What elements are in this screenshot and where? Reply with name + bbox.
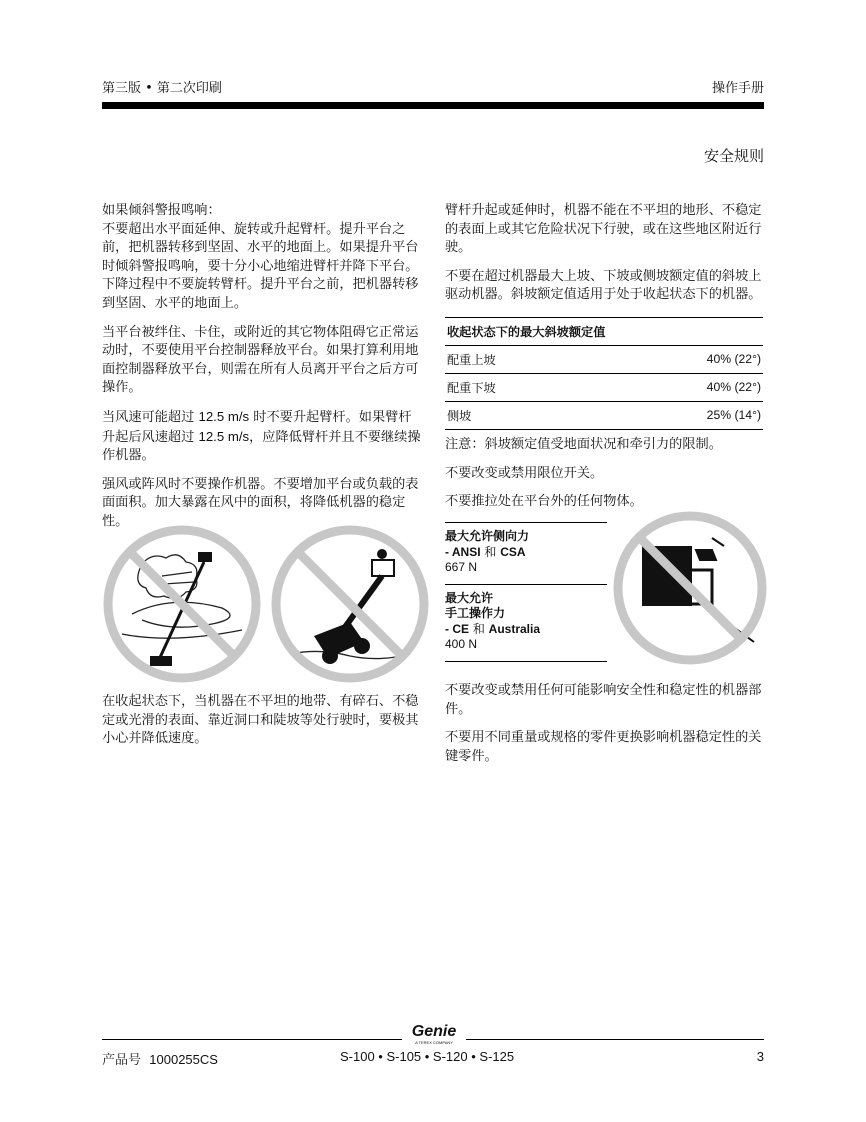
slope-note: 注意：斜坡额定值受地面状况和牵引力的限制。 [445, 436, 722, 452]
tilt-alarm-paragraph [102, 202, 422, 314]
prohibition-slash [130, 552, 234, 656]
wind-text-a: 当风速可能超过 [102, 409, 195, 425]
operator-silhouette [642, 546, 692, 606]
side-force-standards [445, 545, 607, 561]
operator-figure [377, 549, 387, 559]
footer-models: S-100 • S-105 • S-120 • S-125 [340, 1049, 515, 1064]
wheel-right [354, 638, 370, 654]
slope-label: 配重上坡 [445, 345, 596, 373]
footer-part-number [102, 1049, 218, 1068]
right-column-lower [445, 682, 765, 776]
part-number: 1000255CS [149, 1052, 218, 1067]
slope-value: 25% (14°) [596, 401, 763, 429]
force-spec-box [445, 522, 607, 662]
wind-text-c: 时不要升起臂杆。如果臂杆升起后风速超过 [102, 409, 412, 445]
wind-lines [162, 572, 194, 584]
manual-force-title-2: 手工操作力 [445, 606, 506, 620]
boom-platform [198, 552, 212, 562]
manual-force-title-1: 最大允许 [445, 590, 494, 605]
std-and-2: 和 [472, 621, 485, 636]
std-australia: Australia [488, 621, 541, 636]
machine-base [150, 656, 172, 666]
ground-line [122, 630, 242, 638]
grabbed-object [696, 538, 724, 560]
section-title: 安全规则 [703, 147, 764, 165]
wind-speed-paragraph [102, 408, 422, 466]
manual-force-value: 400 N [445, 637, 478, 651]
slope-table-title: 收起状态下的最大斜坡额定值 [445, 317, 763, 345]
slope-ground [290, 651, 410, 658]
no-wind-boom-illustration [102, 524, 262, 684]
replacement-parts-paragraph: 不要用不同重量或规格的零件更换影响机器稳定性的关键零件。 [445, 730, 762, 764]
footer-rule-left [102, 1039, 402, 1040]
wheel-left [322, 648, 338, 664]
side-force-title: 最大允许侧向力 [445, 529, 530, 543]
right-column [445, 202, 765, 522]
header-rule [102, 102, 764, 109]
slope-label: 配重下坡 [445, 373, 596, 401]
safety-components-paragraph: 不要改变或禁用任何可能影响安全性和稳定性的机器部件。 [445, 683, 762, 717]
tilt-alarm-body: 不要超出水平面延伸、旋转或升起臂杆。提升平台之前，把机器转移到坚固、水平的地面上。如果提升平台时倾斜警报鸣响，要十分小心地缩进臂杆并降下平台。下降过程中不要旋转臂杆。提升平台之前，把机器转移到坚固、水平的地面上。 [102, 221, 419, 311]
wind-speed-value: 12.5 m/s [198, 408, 250, 424]
no-tipping-machine-illustration [270, 524, 430, 684]
std-ce: - CE [445, 621, 469, 636]
push-pull-paragraph: 不要推拉处在平台外的任何物体。 [445, 494, 643, 510]
platform-release-paragraph: 当平台被绊住、卡住，或附近的其它物体阻碍它正常运动时，不要使用平台控制器释放平台。如果打算利用地面控制器释放平台，则需在所有人员离开平台之后方可操作。 [102, 324, 419, 396]
tilted-platform [372, 560, 394, 576]
std-ansi: - ANSI [445, 544, 481, 559]
slope-value: 40% (22°) [596, 373, 763, 401]
slope-rating-table [445, 317, 763, 430]
std-and: 和 [484, 544, 497, 559]
genie-logo [408, 1024, 460, 1045]
logo-wordmark: Genie [411, 1023, 457, 1040]
boom-raised-travel-paragraph: 臂杆升起或延伸时，机器不能在不平坦的地形、不稳定的表面上或其它危险状况下行驶，或在这些地区附近行驶。 [445, 203, 762, 256]
manual-force-standards [445, 622, 607, 638]
limit-switch-paragraph: 不要改变或禁用限位开关。 [445, 465, 604, 481]
table-header-row [445, 317, 763, 345]
side-force-value: 667 N [445, 560, 478, 574]
rough-terrain-paragraph: 在收起状态下，当机器在不平坦的地带、有碎石、不稳定或光滑的表面、靠近洞口和陡坡等处行驶时，要极其小心并降低速度。 [102, 694, 419, 747]
page-number: 3 [756, 1049, 764, 1064]
slope-rating-paragraph: 不要在超过机器最大上坡、下坡或侧坡额定值的斜坡上驱动机器。斜坡额定值适用于处于收起状态下的机器。 [445, 268, 762, 303]
table-row [445, 401, 763, 429]
tilt-alarm-lead: 如果倾斜警报鸣响： [102, 203, 221, 218]
logo-tagline: A TEREX COMPANY [415, 1040, 453, 1045]
side-force-block [445, 522, 607, 584]
left-column [102, 202, 422, 542]
header-manual-title: 操作手册 [711, 81, 764, 96]
table-row [445, 345, 763, 373]
header-edition: 第三版 • 第二次印刷 [102, 81, 222, 96]
footer-rule-right [466, 1039, 764, 1040]
std-csa: CSA [500, 544, 526, 559]
wind-text-e: ，应降低臂杆并且不要继续操作机器。 [102, 429, 421, 464]
part-label: 产品号 [102, 1053, 142, 1068]
no-push-pull-illustration [612, 510, 768, 666]
strong-wind-paragraph: 强风或阵风时不要操作机器。不要增加平台或负载的表面面积。加大暴露在风中的面积，将降低机器的稳定性。 [102, 476, 419, 529]
table-row [445, 373, 763, 401]
manual-force-block [445, 584, 607, 662]
tipping-chassis [314, 622, 364, 658]
slope-value: 40% (22°) [596, 345, 763, 373]
slope-label: 侧坡 [445, 401, 596, 429]
wind-speed-value-2: 12.5 m/s [198, 428, 250, 444]
